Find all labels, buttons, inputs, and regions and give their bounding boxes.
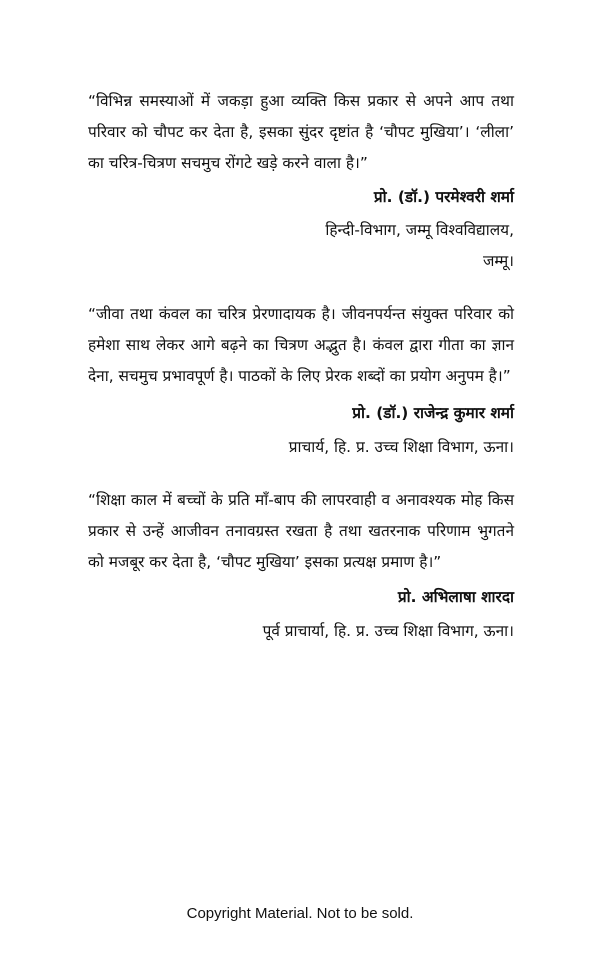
testimonial-1: [88, 86, 514, 277]
testimonial-author: प्रो. (डॉ.) परमेश्वरी शर्मा: [373, 188, 514, 206]
testimonial-author: प्रो. अभिलाषा शारदा: [397, 588, 514, 606]
testimonial-quote: “शिक्षा काल में बच्चों के प्रति माँ-बाप की लापरवाही व अनावश्यक मोह किस प्रकार से उन्हें आजीवन तनावग्रस्त रखता है तथा खतरनाक परिणाम भुगतने को मजबूर कर देता है, ‘चौपट मुखिया’ इसका प्रत्यक्ष प्रमाण है।”: [88, 491, 514, 571]
testimonials-page: [88, 86, 514, 669]
testimonial-author: प्रो. (डॉ.) राजेन्द्र कुमार शर्मा: [352, 404, 514, 422]
testimonial-2: [88, 299, 514, 463]
testimonial-affiliation: हिन्दी-विभाग, जम्मू विश्वविद्यालय,: [325, 221, 514, 239]
copyright-footer: Copyright Material. Not to be sold.: [186, 905, 414, 922]
testimonial-quote: “विभिन्न समस्याओं में जकड़ा हुआ व्यक्ति किस प्रकार से अपने आप तथा परिवार को चौपट कर देता है, इसका सुंदर दृष्टांत है ‘चौपट मुखिया’। ‘लीला’ का चरित्र-चित्रण सचमुच रोंगटे खड़े करने वाला है।”: [88, 92, 514, 172]
testimonial-affiliation: प्राचार्य, हि. प्र. उच्च शिक्षा विभाग, ऊना।: [288, 438, 514, 456]
testimonial-3: [88, 485, 514, 647]
testimonial-affiliation: पूर्व प्राचार्या, हि. प्र. उच्च शिक्षा विभाग, ऊना।: [262, 622, 514, 640]
testimonial-quote: “जीवा तथा कंवल का चरित्र प्रेरणादायक है। जीवनपर्यन्त संयुक्त परिवार को हमेशा साथ लेकर आगे बढ़ने का चित्रण अद्भुत है। कंवल द्वारा गीता का ज्ञान देना, सचमुच प्रभावपूर्ण है। पाठकों के लिए प्रेरक शब्दों का प्रयोग अनुपम है।”: [88, 305, 514, 385]
testimonial-affiliation-city: जम्मू।: [482, 252, 514, 270]
